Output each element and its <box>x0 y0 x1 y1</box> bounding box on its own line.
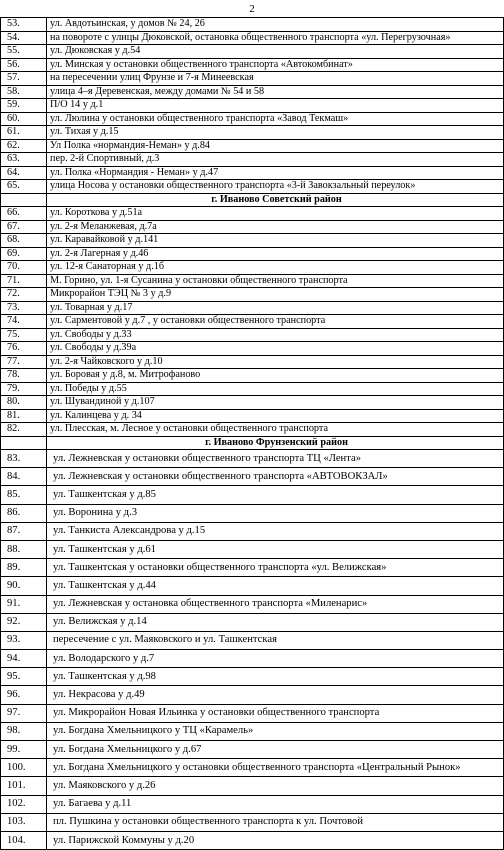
row-address: ул. 2-я Меланжевая, д.7а <box>47 220 504 234</box>
row-address: на повороте с улицы Дюковской, остановка общественного транспорта «ул. Перегрузочная» <box>47 31 504 45</box>
table-row <box>1 396 504 410</box>
section-title: г. Иваново Фрунзенский район <box>47 436 504 450</box>
table-row <box>1 522 504 540</box>
table-row <box>1 831 504 849</box>
table-row <box>1 540 504 558</box>
row-number: 68. <box>1 234 47 248</box>
row-number: 92. <box>1 613 47 631</box>
row-number: 77. <box>1 355 47 369</box>
row-number: 73. <box>1 301 47 315</box>
row-address: ул. Тихая у д.15 <box>47 126 504 140</box>
row-number: 87. <box>1 522 47 540</box>
row-address: ул. Парижской Коммуны у д.20 <box>47 831 504 849</box>
row-address: ул. Богдана Хмельницкого у ТЦ «Карамель» <box>47 722 504 740</box>
row-address: ул. Боровая у д.8, м. Митрофаново <box>47 369 504 383</box>
row-number: 89. <box>1 559 47 577</box>
row-address: ул. Свободы у д.33 <box>47 328 504 342</box>
row-number: 102. <box>1 795 47 813</box>
row-number: 69. <box>1 247 47 261</box>
row-address: ул. Ташкентская у д.61 <box>47 540 504 558</box>
table-row <box>1 613 504 631</box>
row-address: улица 4–я Деревенская, между домами № 54 и 58 <box>47 85 504 99</box>
row-number: 99. <box>1 741 47 759</box>
row-number: 57. <box>1 72 47 86</box>
table-row <box>1 686 504 704</box>
table-row <box>1 631 504 649</box>
row-address: ул. Танкиста Александрова у д.15 <box>47 522 504 540</box>
row-address: ул. Свободы у д.39а <box>47 342 504 356</box>
table-row <box>1 650 504 668</box>
table-row <box>1 741 504 759</box>
table-row <box>1 288 504 302</box>
table-row <box>1 342 504 356</box>
row-address: ул. 2-я Лагерная у д.46 <box>47 247 504 261</box>
row-address: ул. Дюковская у д.54 <box>47 45 504 59</box>
row-address: пер. 2-й Спортивный, д.3 <box>47 153 504 167</box>
row-address: ул. Полка «Нормандия - Неман» у д.47 <box>47 166 504 180</box>
row-address: ул. Калинцева у д. 34 <box>47 409 504 423</box>
row-address: ул. Минская у остановки общественного транспорта «Автокомбинат» <box>47 58 504 72</box>
row-address: на пересечении улиц Фрунзе и 7-я Минеевская <box>47 72 504 86</box>
row-address: ул. Маяковского у д.26 <box>47 777 504 795</box>
row-address: М. Горино, ул. 1-я Сусанина у остановки общественного транспорта <box>47 274 504 288</box>
row-number: 53. <box>1 18 47 32</box>
row-address: ул. Богдана Хмельницкого у д.67 <box>47 741 504 759</box>
table-row <box>1 207 504 221</box>
table-row <box>1 261 504 275</box>
row-number: 80. <box>1 396 47 410</box>
row-number: 67. <box>1 220 47 234</box>
section-header-row <box>1 436 504 450</box>
table-row <box>1 355 504 369</box>
table-row <box>1 180 504 194</box>
row-number: 56. <box>1 58 47 72</box>
row-address: ул. Микрорайон Новая Ильинка у остановки общественного транспорта <box>47 704 504 722</box>
row-number: 100. <box>1 759 47 777</box>
row-number: 101. <box>1 777 47 795</box>
row-number: 58. <box>1 85 47 99</box>
row-number: 91. <box>1 595 47 613</box>
table-row <box>1 577 504 595</box>
page-number: 2 <box>249 3 255 15</box>
row-number: 61. <box>1 126 47 140</box>
row-address: Микрорайон ТЭЦ № 3 у д.9 <box>47 288 504 302</box>
section-number-cell <box>1 436 47 450</box>
table-row <box>1 795 504 813</box>
row-number: 72. <box>1 288 47 302</box>
row-number: 96. <box>1 686 47 704</box>
row-number: 86. <box>1 504 47 522</box>
table-row <box>1 382 504 396</box>
table-row <box>1 112 504 126</box>
row-number: 74. <box>1 315 47 329</box>
row-address: ул. 12-я Санаторная у д.1б <box>47 261 504 275</box>
row-number: 90. <box>1 577 47 595</box>
row-address: ул. Ташкентская у остановки общественного транспорта «ул. Велижская» <box>47 559 504 577</box>
section-number-cell <box>1 193 47 207</box>
row-number: 79. <box>1 382 47 396</box>
row-number: 70. <box>1 261 47 275</box>
section-title: г. Иваново Советский район <box>47 193 504 207</box>
table-row <box>1 328 504 342</box>
table-row <box>1 315 504 329</box>
row-number: 76. <box>1 342 47 356</box>
table-row <box>1 559 504 577</box>
table-row <box>1 274 504 288</box>
row-number: 104. <box>1 831 47 849</box>
row-address: ул. Ташкентская у д.98 <box>47 668 504 686</box>
row-address: ул. Плесская, м. Лесное у остановки общественного транспорта <box>47 423 504 437</box>
row-number: 55. <box>1 45 47 59</box>
row-address: ул. Лежневская у остановки общественного транспорта «АВТОВОКЗАЛ» <box>47 468 504 486</box>
table-row <box>1 813 504 831</box>
table-row <box>1 126 504 140</box>
table-row <box>1 58 504 72</box>
row-number: 103. <box>1 813 47 831</box>
row-number: 59. <box>1 99 47 113</box>
row-address: ул. Велижская у д.14 <box>47 613 504 631</box>
table-row <box>1 704 504 722</box>
table-row <box>1 722 504 740</box>
table-row <box>1 423 504 437</box>
table-row <box>1 486 504 504</box>
row-address: ул. Некрасова у д.49 <box>47 686 504 704</box>
address-table-body <box>1 18 504 850</box>
table-row <box>1 18 504 32</box>
table-row <box>1 139 504 153</box>
table-row <box>1 301 504 315</box>
row-address: П/О 14 у д.1 <box>47 99 504 113</box>
table-row <box>1 759 504 777</box>
row-number: 97. <box>1 704 47 722</box>
row-number: 63. <box>1 153 47 167</box>
row-address: ул. Люлина у остановки общественного транспорта «Завод Текмаш» <box>47 112 504 126</box>
row-number: 65. <box>1 180 47 194</box>
row-address: ул. Лежневская у остановки общественного транспорта ТЦ «Лента» <box>47 450 504 468</box>
address-table <box>0 17 504 850</box>
section-header-row <box>1 193 504 207</box>
table-row <box>1 668 504 686</box>
table-row <box>1 595 504 613</box>
row-number: 75. <box>1 328 47 342</box>
row-address: ул. Шувандиной у д.107 <box>47 396 504 410</box>
table-row <box>1 31 504 45</box>
table-row <box>1 504 504 522</box>
row-address: ул. Авдотьинская, у домов № 24, 26 <box>47 18 504 32</box>
table-row <box>1 72 504 86</box>
row-address: ул. Лежневская у остановка общественного транспорта «Миленарис» <box>47 595 504 613</box>
row-number: 98. <box>1 722 47 740</box>
table-row <box>1 220 504 234</box>
table-row <box>1 369 504 383</box>
row-number: 78. <box>1 369 47 383</box>
row-number: 71. <box>1 274 47 288</box>
table-row <box>1 409 504 423</box>
row-address: ул. Товарная у д.17 <box>47 301 504 315</box>
row-address: улица Носова у остановки общественного транспорта «3-й Завокзальный переулок» <box>47 180 504 194</box>
row-address: ул. Багаева у д.11 <box>47 795 504 813</box>
row-address: пересечение с ул. Маяковского и ул. Ташкентская <box>47 631 504 649</box>
row-number: 54. <box>1 31 47 45</box>
table-row <box>1 450 504 468</box>
row-number: 82. <box>1 423 47 437</box>
row-address: ул. Ташкентская у д.85 <box>47 486 504 504</box>
row-address: ул. Богдана Хмельницкого у остановки общественного транспорта «Центральный Рынок» <box>47 759 504 777</box>
table-row <box>1 45 504 59</box>
row-number: 85. <box>1 486 47 504</box>
row-number: 62. <box>1 139 47 153</box>
table-row <box>1 468 504 486</box>
row-address: ул. Воронина у д.3 <box>47 504 504 522</box>
row-number: 95. <box>1 668 47 686</box>
row-address: ул. Ташкентская у д.44 <box>47 577 504 595</box>
row-number: 84. <box>1 468 47 486</box>
table-row <box>1 166 504 180</box>
row-number: 94. <box>1 650 47 668</box>
table-row <box>1 247 504 261</box>
row-address: пл. Пушкина у остановки общественного транспорта к ул. Почтовой <box>47 813 504 831</box>
table-row <box>1 234 504 248</box>
row-address: ул. Сарментовой у д.7 , у остановки общественного транспорта <box>47 315 504 329</box>
row-number: 64. <box>1 166 47 180</box>
table-row <box>1 153 504 167</box>
row-address: ул. 2-я Чайковского у д.10 <box>47 355 504 369</box>
row-number: 66. <box>1 207 47 221</box>
row-number: 83. <box>1 450 47 468</box>
row-number: 81. <box>1 409 47 423</box>
row-number: 93. <box>1 631 47 649</box>
row-number: 88. <box>1 540 47 558</box>
row-address: ул. Каравайковой у д.141 <box>47 234 504 248</box>
table-row <box>1 85 504 99</box>
row-number: 60. <box>1 112 47 126</box>
table-row <box>1 99 504 113</box>
row-address: ул. Короткова у д.51а <box>47 207 504 221</box>
row-address: ул. Победы у д.55 <box>47 382 504 396</box>
row-address: ул. Володарского у д.7 <box>47 650 504 668</box>
row-address: Ул Полка «нормандия-Неман» у д.84 <box>47 139 504 153</box>
